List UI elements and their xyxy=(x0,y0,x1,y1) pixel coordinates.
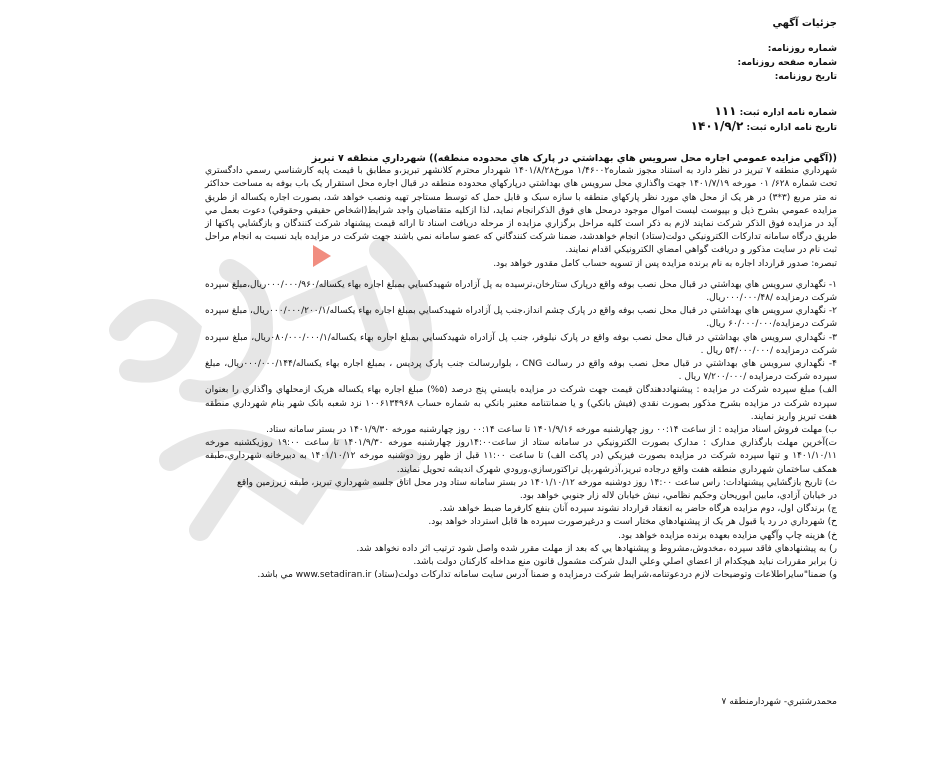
ad-clause: ح) شهرداري در رد يا قبول هر يک از پيشنهادهاي مختار است و درغيرصورت سپرده ها قابل استرداد خواهد بود. xyxy=(428,517,837,528)
ad-clause: خ) هزينه چاپ وآگهي مزايده بعهده برنده مزايده خواهد بود. xyxy=(618,530,837,541)
registration-number-row xyxy=(714,104,837,118)
registration-number-value: ۱۱۱ xyxy=(714,104,737,118)
newspaper-date-label: تاريخ روزنامه: xyxy=(774,72,837,82)
registration-date-value: ۱۴۰۱/۹/۲ xyxy=(690,119,744,133)
newspaper-page-label: شماره صفحه روزنامه: xyxy=(737,58,837,68)
ad-clause: ج) برندگان اول، دوم مزايده هرگاه حاضر به انعقاد قرارداد نشوند سپرده آنان بنفع کارفرما ضبط خواهد شد. xyxy=(439,504,837,515)
ad-clause: ث) تاريخ بازگشايي پيشنهادات: راس ساعت ۱۴:۰۰ روز دوشنبه مورخه ۱۴۰۱/۱۰/۱۲ در بستر سامانه ستاد ودر محل اتاق جلسه شهرداري تبريز، طبقه زيرزمين واقع xyxy=(237,477,837,488)
ad-clause: الف) مبلغ سپرده شرکت در مزايده : پيشنهاددهندگان قيمت جهت شرکت در مزايده بايستي پنج درصد (۵%) مبلغ اجاره بهاء يکساله هريک ازمحلهاي واگذاري را بعنوان سپرده شرکت در مزايده بشرح مذکور بصورت نقدي (فيش بانکي) و يا ضمانتنامه معتبر بانکي به شماره حساب ۱۰۰۶۱۳۴۹۶۸ نزد شعبه بانک شهر بنام شهرداري منطقه هفت تبريز واريز نمايند. xyxy=(205,385,838,422)
ad-clause: ر) به پيشنهادهاي فاقد سپرده ،مخدوش،مشروط و پيشنهادها يي که بعد از مهلت مقرر شده واصل شود ترتيب اثر داده نخواهد شد. xyxy=(356,543,837,554)
ad-item: ۲- نگهداري سرويس هاي بهداشتي در قبال محل نصب بوفه واقع در پارک چشم انداز،جنب پل آزادراه شهيدکسايي بمبلغ اجاره بهاء يکساله/۰۰۰/۰۰۰/۲۰۰/۱ريال، مبلغ سپرده شرکت درمزايده/۶۰/۰۰۰/۰۰۰ ريال. xyxy=(205,306,837,330)
ad-clause: در خيابان آزادي، مابين ابوريحان وحکيم نظامي، نبش خيابان لاله زار جنوبي خواهد بود. xyxy=(519,491,837,502)
ad-headline: ((آگهي مزايده عمومي اجاره محل سرويس هاي بهداشتي در پارک هاي محدوده منطقه)) شهرداري منطقه ۷ تبريز xyxy=(311,153,837,164)
ad-paragraph: شهرداري منطقه ۷ تبريز در نظر دارد به استناد مجوز شماره۱/۴۶۰۰۲ مورخ۱۴۰۱/۸/۲۸ شهردار محترم کلانشهر تبريز،و مطابق با قيمت پايه کارشناسي رسمي دادگستري تحت شماره ۶۲۸/ ۰۱ مورخه ۱۴۰۱/۷/۱۹ جهت واگذاري محل سرويس هاي بهداشتي درپارکهاي محدوده منطقه در قبال اجاره محل استقرار يک باب بوفه به مساحت حداکثر نه متر مربع (۳*۳) در هر يک از محل هاي مورد نظر پارکهاي منطقه با سازه سبک و قابل حمل که توسط مستاجر تهيه ونصب خواهد شد، بصورت اجاره يکساله از طريق مزايده عمومي بشرح ذيل و بپيوست ليست اموال موجود درمحل هاي فوق الذکرانجام نمايد، لذا ازکليه متقاضيان واجد شرايط(اشخاص حقيقي وحقوقي) دعوت بعمل مي آيد در مزايده فوق الذکر شرکت نمايند لازم به ذکر است کليه مراحل برگزاري مزايده از مرحله دريافت اسناد تا ارائه قيمت پيشنهاد شرکت کنندگان و بازگشايي پاکتها از طريق درگاه سامانه تدارکات الکترونيکي دولت(ستاد) انجام خواهدشد، ضمنا شرکت کنندگاني که عضو سامانه نمي باشند جهت شرکت در مزايده بايد نسبت به انجام مراحل ثبت نام در سايت مذکور و دريافت گواهي امضاي الکترونيکي اقدام نمايند. xyxy=(205,166,837,256)
ad-item: ۱- نگهداري سرويس هاي بهداشتي در قبال محل نصب بوفه واقع درپارک ستارخان،نرسيده به پل آزادراه شهيدکسايي بمبلغ اجاره بهاء يکساله/۰۰۰/۰۰۰/۹۶۰ريال،مبلغ سپرده شرکت درمزايده /۰۰۰/۰۰۰/۴۸ريال. xyxy=(205,279,837,304)
registration-date-label: تاريخ نامه اداره ثبت: xyxy=(746,123,837,133)
ad-item: ۳- نگهداري سرويس هاي بهداشتي در قبال محل نصب بوفه واقع در پارک نيلوفر، جنب پل آزادراه شهيدکسايي بمبلغ اجاره بهاء يکساله/۰۸۰/۰۰۰/۰۰۰/۱ريال، مبلغ سپرده شرکت درمزايده /۵۴/۰۰۰/۰۰۰ ريال . xyxy=(205,332,837,356)
details-title: جزئيات آگهي xyxy=(772,18,837,29)
signature: محمدرشتبري- شهردارمنطقه ۷ xyxy=(721,697,837,707)
ad-item: ۴- نگهداري سرويس هاي بهداشتي در قبال محل نصب بوفه واقع در رسالت CNG ، بلواررسالت جنب پارک پرديس ، بمبلغ اجاره بهاء يکساله/۰۰۰/۰۰۰/۱۴۴ريال، مبلغ سپرده شرکت درمزايده /۷/۲۰۰/۰۰۰ ريال . xyxy=(205,359,837,383)
registration-date-row xyxy=(691,119,837,133)
newspaper-number-label: شماره روزنامه: xyxy=(767,44,837,54)
ad-paragraph: تبصره: صدور قرارداد اجاره به نام برنده مزايده پس از تسويه حساب کامل مقدور خواهد بود. xyxy=(493,258,837,269)
registration-number-label: شماره نامه اداره ثبت: xyxy=(739,108,837,118)
ad-clause: ت)آخرين مهلت بارگذاري مدارک : مدارک بصورت الکترونيکي در سامانه ستاد از ساعت۱۴:۰۰روز چهارشنبه مورخه ۱۴۰۱/۹/۳۰ تا ساعت ۱۹:۰۰ روزيکشنبه مورخه ۱۴۰۱/۱۰/۱۱ و تنها سپرده شرکت در مزايده بصورت فيزيکي (در پاکت الف) تا ساعت ۱۱:۰۰ قبل از ظهر روز دوشنبه مورخه ۱۴۰۱/۱۰/۱۲ به دبيرخانه شهرداري،طبقه همکف ساختمان شهرداري منطقه هفت واقع درجاده تبريز،آذرشهر،پل تراکتورسازي،ورودي شهرک انديشه تحويل نمايند. xyxy=(205,438,837,475)
ad-clause: ز) برابر مقررات نبايد هيچکدام از اعضاي اصلي وعلي البدل شرکت مشمول قانون منع مداخله کارکنان دولت باشد. xyxy=(413,557,837,568)
ad-clause: و) ضمنا"سايراطلاعات وتوضيحات لازم دردعوتنامه،شرايط شرکت درمزايده و ضمنا آدرس سايت سامانه تدارکات دولت(ستاد) www.setadiran.ir مي باشد. xyxy=(257,570,837,581)
ad-clause: ب) مهلت فروش اسناد مزايده : از ساعت ۰۰:۱۴ روز چهارشنبه مورخه ۱۴۰۱/۹/۱۶ تا ساعت ۰۰:۱۴ روز چهارشنبه مورخه ۱۴۰۱/۹/۳۰ در بستر سامانه ستاد. xyxy=(266,425,837,436)
ad-body xyxy=(205,152,837,583)
